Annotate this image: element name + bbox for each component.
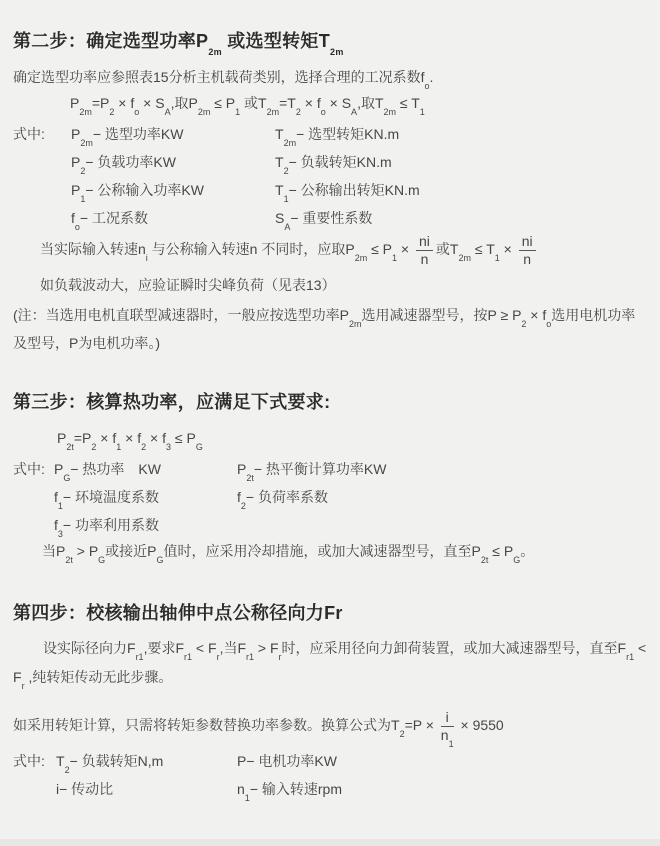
definition-row	[13, 455, 647, 483]
torque-definitions	[13, 747, 647, 803]
step2-bracket-note: (注：当选用电机直联型减速器时，一般应按选型功率$P_{2m}$选用减速器型号，按$P \ge P_2 \times f_o$选用电机功率及型号，P为电机功率。)	[13, 307, 636, 351]
definition-term: $T_2-$ 负载转矩KN.m	[275, 154, 392, 176]
section-step4	[13, 602, 647, 692]
definition-term: $f_3-$ 功率利用系数	[54, 517, 159, 539]
definition-term: $P_1-$ 公称输入功率KW	[71, 182, 204, 204]
definition-row	[13, 747, 647, 775]
step2-speed-note: 当实际输入转速$n_i$ 与公称输入转速n 不同时，应取$P_{2m} \le P_1$ × $\frac{ni}{n}$ 或$T_{2m} \le T_1$ × $\frac{ni}{n}$	[13, 234, 647, 267]
step2-formula: $P_{2m}=P_2 \times f_o \times S_A$,取$P_{2m} \le P_1$ 或$T_{2m}=T_2 \times f_o \times S_A$,取$T_{2m} \le T_1$	[70, 95, 425, 117]
where-label-spacer	[13, 176, 71, 204]
definition-row	[13, 176, 647, 204]
where-label: 式中:	[13, 461, 45, 477]
step2-peak-note: 如负载波动大，应验证瞬时尖峰负荷（见表13）	[40, 277, 336, 293]
step4-body: 设实际径向力$F_{r1}$,要求$F_{r1} < F_r$,当$F_{r1} > F_r$时，应采用径向力卸荷装置，或加大减速器型号，直至$F_{r1} < F_r$ ,纯转矩传动无此步骤。	[13, 640, 647, 691]
torque-intro: 如采用转矩计算，只需将转矩参数替换功率参数。换算公式为$T_2=P$ × $\frac{i}{n_1}$ × 9550	[13, 709, 504, 749]
definition-term: $P_G-$ 热功率 KW	[54, 461, 161, 483]
section-torque-conversion	[13, 710, 647, 803]
definition-term: P− 电机功率KW	[237, 753, 337, 769]
definition-term: i− 传动比	[56, 781, 114, 797]
definition-term: $n_1-$ 输入转速rpm	[237, 781, 342, 803]
definition-term: $T_2-$ 负载转矩N,m	[56, 753, 164, 775]
where-label-spacer	[13, 775, 56, 803]
where-label-spacer	[13, 204, 71, 232]
definition-term: $P_{2t}-$ 热平衡计算功率KW	[237, 461, 387, 483]
definition-term: $T_{2m}-$ 选型转矩KN.m	[275, 126, 400, 148]
step3-definitions	[13, 455, 647, 539]
where-label-spacer	[13, 511, 54, 539]
definition-row	[13, 511, 647, 539]
section-step2	[13, 30, 647, 357]
definition-term: $P_2-$ 负载功率KW	[71, 154, 176, 176]
definition-row	[13, 775, 647, 803]
definition-term: $f_o-$ 工况系数	[71, 210, 148, 232]
where-label-spacer	[13, 148, 71, 176]
definition-row	[13, 148, 647, 176]
where-label-spacer	[13, 483, 54, 511]
definition-term: $S_A-$ 重要性系数	[275, 210, 373, 232]
where-label: 式中:	[13, 126, 45, 142]
step2-intro: 确定选型功率应参照表15分析主机载荷类别，选择合理的工况系数$f_o$.	[13, 69, 434, 91]
step2-heading: 第二步：确定选型功率$P_{2m}$ 或选型转矩$T_{2m}$	[13, 31, 344, 57]
page-bottom-edge	[0, 839, 660, 846]
definition-term: $P_{2m}-$ 选型功率KW	[71, 126, 184, 148]
where-label: 式中:	[13, 753, 45, 769]
step2-definitions	[13, 120, 647, 232]
definition-term: $T_1-$ 公称输出转矩KN.m	[275, 182, 420, 204]
definition-row	[13, 120, 647, 148]
step4-heading: 第四步：校核输出轴伸中点公称径向力Fr	[13, 603, 343, 623]
step3-heading: 第三步：核算热功率，应满足下式要求:	[13, 392, 331, 412]
section-step3	[13, 391, 647, 565]
step3-conclusion: 当$P_{2t} > P_G$或接近$P_G$值时，应采用冷却措施，或加大减速器型号，直至$P_{2t} \le P_G$。	[42, 543, 535, 565]
definition-term: $f_2-$ 负荷率系数	[237, 489, 328, 511]
definition-term: $f_1-$ 环境温度系数	[54, 489, 159, 511]
definition-term	[237, 511, 647, 539]
step3-formula: $P_{2t}=P_2 \times f_1 \times f_2 \times f_3 \le P_G$	[57, 430, 203, 452]
definition-row	[13, 204, 647, 232]
definition-row	[13, 483, 647, 511]
